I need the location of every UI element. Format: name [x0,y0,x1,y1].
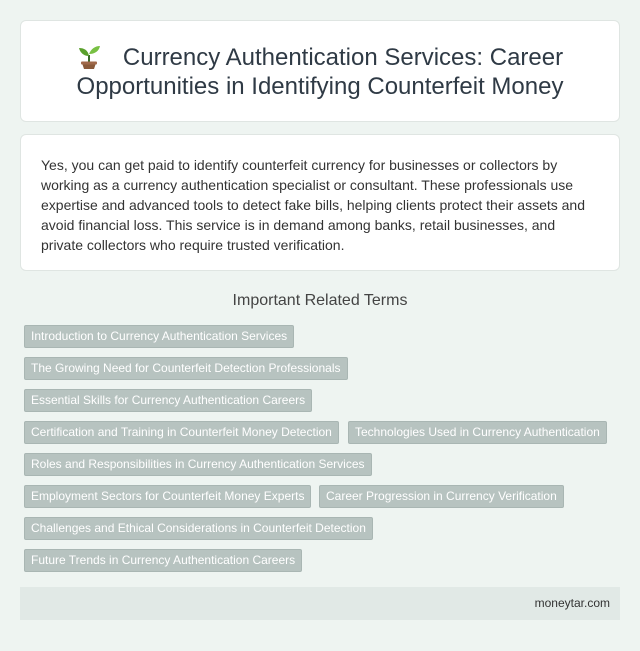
sprout-icon [77,43,101,69]
footer [20,587,620,620]
related-term-tag[interactable]: Introduction to Currency Authentication Services [24,325,294,348]
related-term-tag[interactable]: Employment Sectors for Counterfeit Money Experts [24,485,311,508]
related-term-tag[interactable]: Career Progression in Currency Verification [319,485,564,508]
related-term-tag[interactable]: The Growing Need for Counterfeit Detection Professionals [24,357,348,380]
intro-paragraph: Yes, you can get paid to identify counterfeit currency for businesses or collectors by working as a currency authentication specialist or consultant. These professionals use expertise and advanced tools to detect fake bills, helping clients protect their assets and avoid financial loss. This service is in demand among banks, retail businesses, and private collectors who require trusted verification. [41,157,585,253]
footer-site-link[interactable]: moneytar.com [534,596,610,610]
related-term-tag[interactable]: Challenges and Ethical Considerations in Counterfeit Detection [24,517,373,540]
title-line-2: Opportunities in Identifying Counterfeit Money [76,73,564,100]
related-term-tag[interactable]: Essential Skills for Currency Authentication Careers [24,389,312,412]
related-term-tag[interactable]: Certification and Training in Counterfeit Money Detection [24,421,339,444]
related-term-tag[interactable]: Technologies Used in Currency Authentication [348,421,607,444]
related-term-tag[interactable]: Future Trends in Currency Authentication Careers [24,549,302,572]
intro-card [20,134,620,271]
title-card [20,20,620,122]
related-term-tag[interactable]: Roles and Responsibilities in Currency Authentication Services [24,453,372,476]
related-terms-heading: Important Related Terms [232,292,408,309]
title-line-1: Currency Authentication Services: Career [122,44,564,71]
page-title [21,43,619,101]
